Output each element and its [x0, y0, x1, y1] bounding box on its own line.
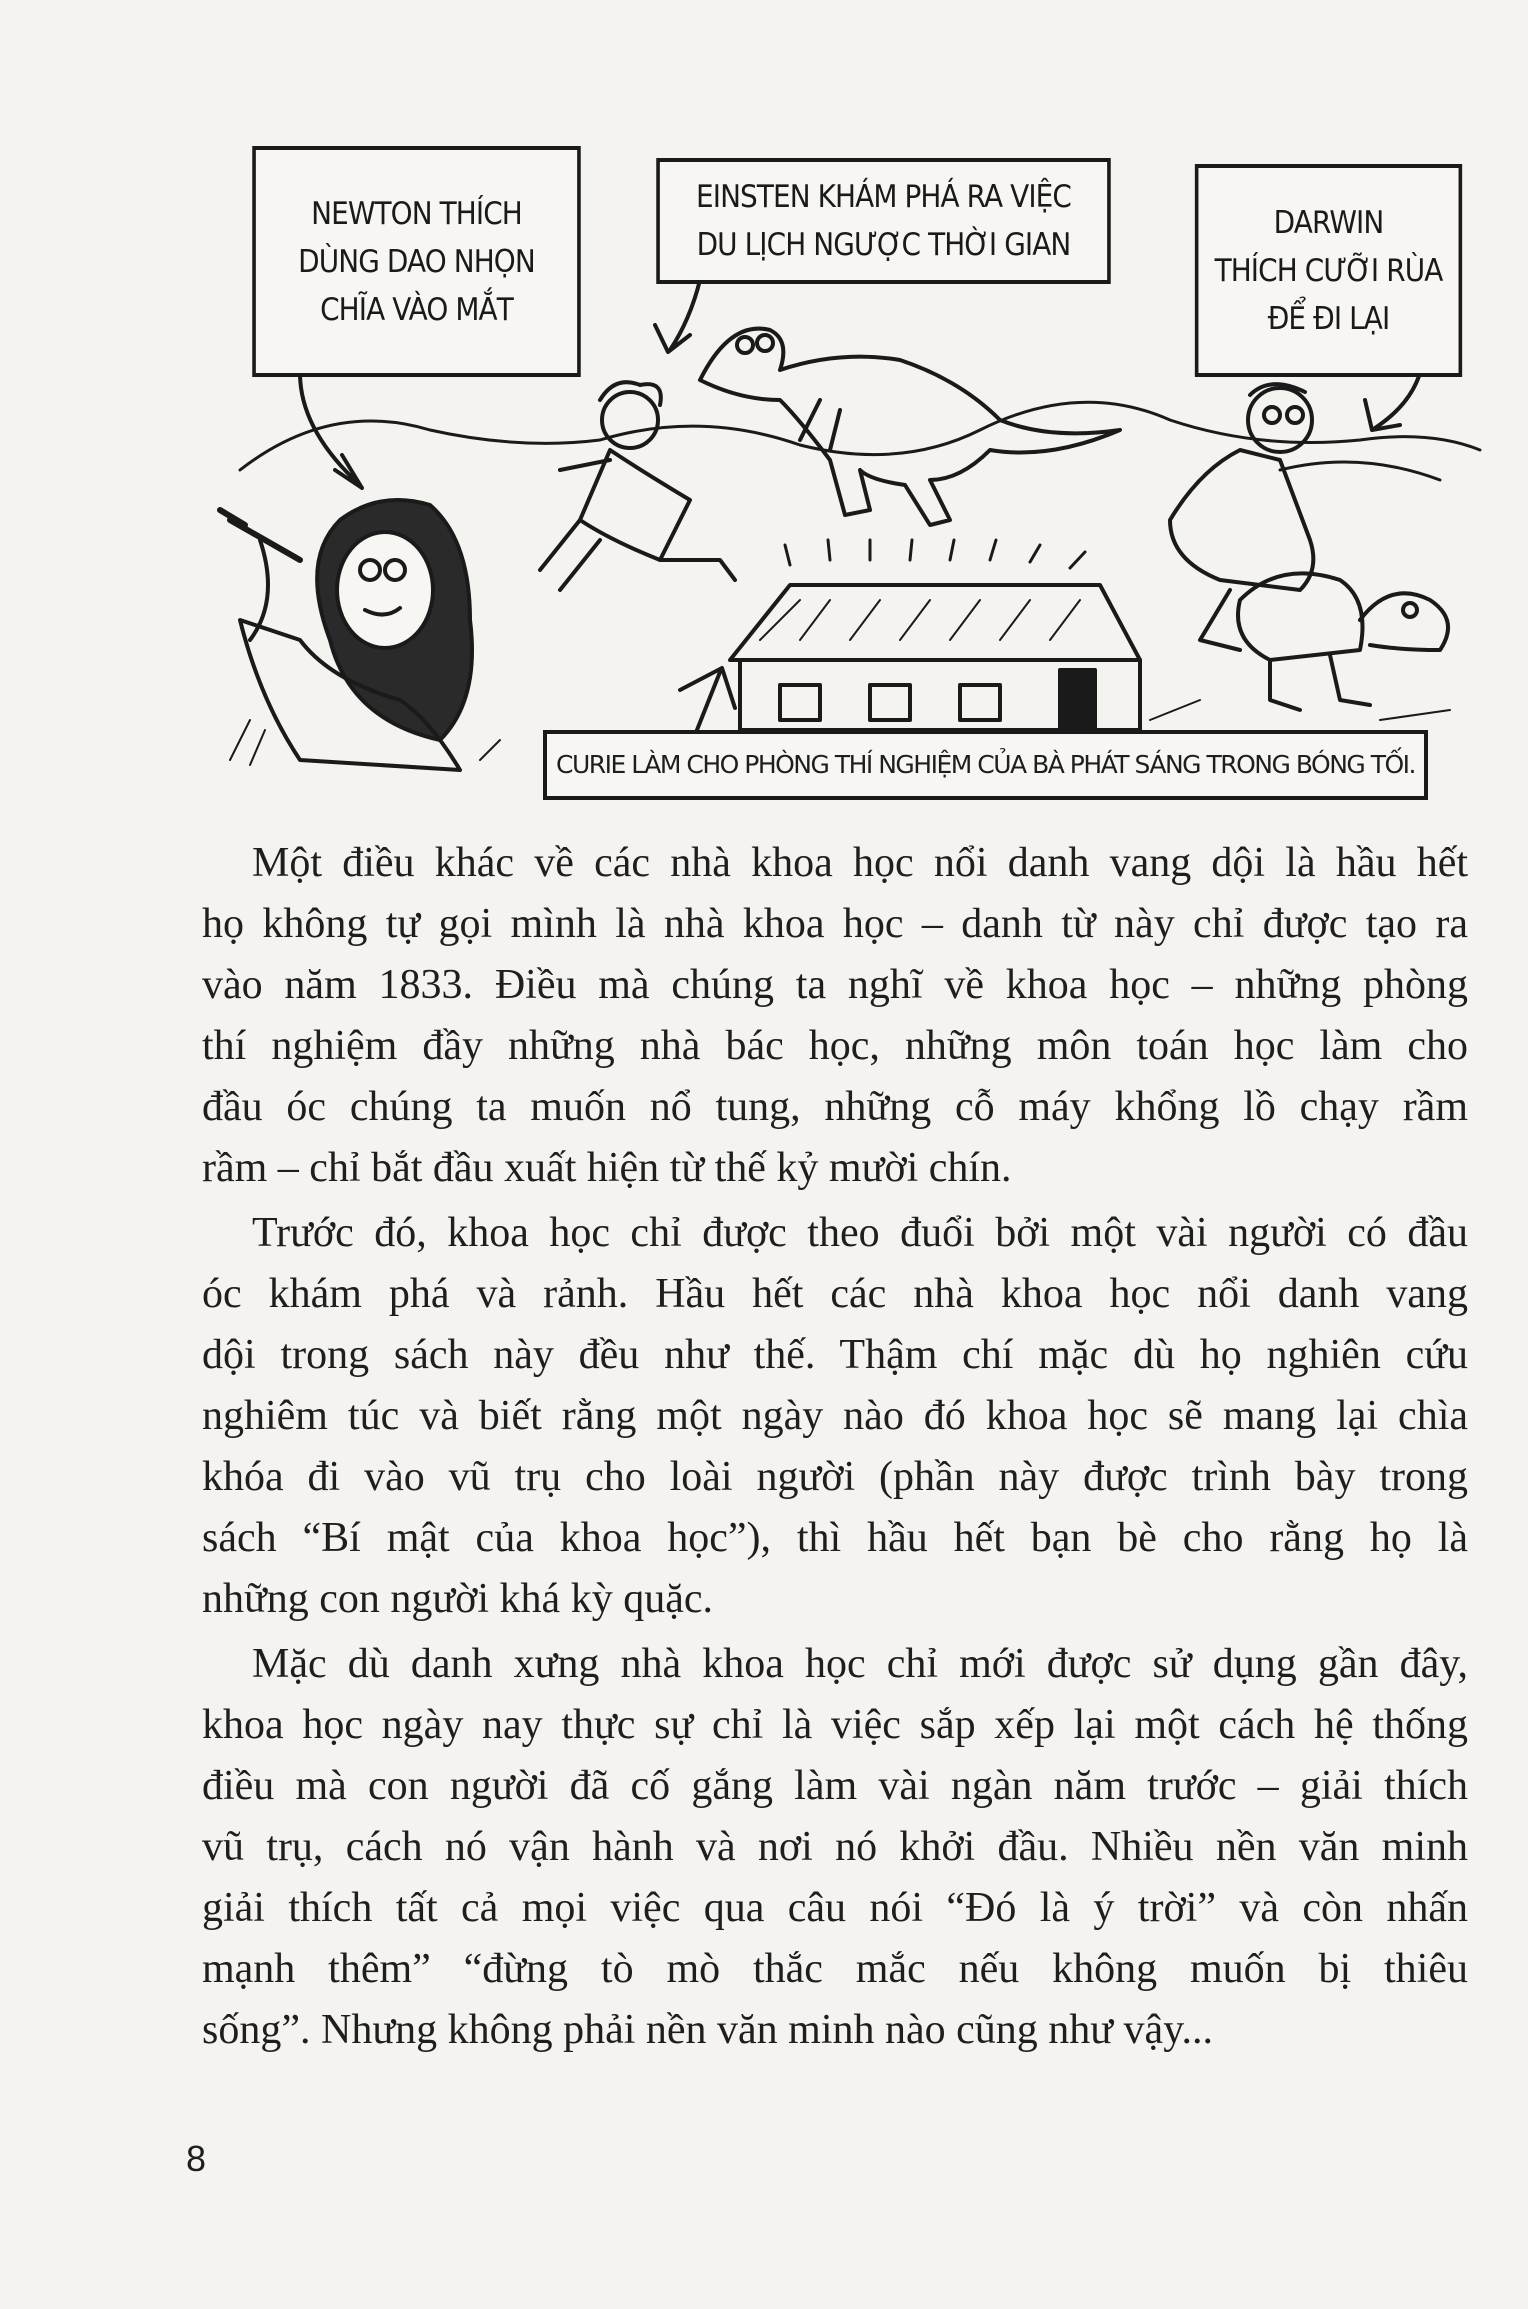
text-line: mạnh thêm” “đừng tò mò thắc mắc nếu không muốn bị thiêu: [202, 1946, 1468, 1992]
bubble-line: NEWTON THÍCH: [311, 195, 522, 232]
cartoon-illustration: [0, 0, 1528, 820]
text-line: rầm – chỉ bắt đầu xuất hiện từ thế kỷ mười chín.: [202, 1145, 1012, 1191]
text-line: giải thích tất cả mọi việc qua câu nói “Đó là ý trời” và còn nhấn: [202, 1885, 1468, 1931]
bubble-line: THÍCH CƯỠI RÙA: [1214, 252, 1443, 289]
curie-laboratory-house: [730, 540, 1140, 730]
bubble-line: CHĨA VÀO MẮT: [320, 291, 513, 328]
text-line: Mặc dù danh xưng nhà khoa học chỉ mới được sử dụng gần đây,: [252, 1641, 1468, 1687]
darwin-figure: [1170, 384, 1313, 650]
bubble-line: EINSTEN KHÁM PHÁ RA VIỆC: [696, 179, 1071, 215]
dinosaur-figure: [700, 329, 1120, 525]
illustration-caption: CURIE LÀM CHO PHÒNG THÍ NGHIỆM CỦA BÀ PHÁT SÁNG TRONG BÓNG TỐI.: [543, 730, 1428, 800]
paragraph-2: [202, 1203, 1468, 1630]
body-text: [202, 833, 1468, 2061]
text-line: Một điều khác về các nhà khoa học nổi danh vang dội là hầu hết: [252, 840, 1468, 886]
pointer-einstein: [655, 280, 700, 352]
bubble-line: ĐỂ ĐI LẠI: [1267, 300, 1390, 337]
text-line: dội trong sách này đều như thế. Thậm chí mặc dù họ nghiên cứu: [202, 1332, 1468, 1378]
bubble-line: DARWIN: [1273, 204, 1384, 241]
bubble-line: DU LỊCH NGƯỢC THỜI GIAN: [696, 227, 1071, 263]
text-line: khóa đi vào vũ trụ cho loài người (phần này được trình bày trong: [202, 1454, 1468, 1500]
text-line: điều mà con người đã cố gắng làm vài ngàn năm trước – giải thích: [202, 1763, 1468, 1809]
text-line: những con người khá kỳ quặc.: [202, 1576, 713, 1622]
text-line: đầu óc chúng ta muốn nổ tung, những cỗ máy khổng lồ chạy rầm: [202, 1084, 1468, 1130]
text-line: óc khám phá và rảnh. Hầu hết các nhà khoa học nổi danh vang: [202, 1271, 1468, 1317]
text-line: vào năm 1833. Điều mà chúng ta nghĩ về khoa học – những phòng: [202, 962, 1468, 1008]
speech-bubble-newton: [252, 146, 581, 377]
text-line: thí nghiệm đầy những nhà bác học, những môn toán học làm cho: [202, 1023, 1468, 1069]
bubble-line: DÙNG DAO NHỌN: [298, 243, 535, 280]
speech-bubble-darwin: [1195, 164, 1462, 377]
hills: [240, 402, 1480, 470]
paragraph-1: [202, 833, 1468, 1199]
text-line: khoa học ngày nay thực sự chỉ là việc sắp xếp lại một cách hệ thống: [202, 1702, 1468, 1748]
page-number: 8: [186, 2138, 207, 2179]
paragraph-3: [202, 1634, 1468, 2061]
text-line: sách “Bí mật của khoa học”), thì hầu hết bạn bè cho rằng họ là: [202, 1515, 1468, 1561]
tortoise-figure: [1238, 573, 1448, 710]
einstein-figure: [540, 382, 735, 590]
text-line: họ không tự gọi mình là nhà khoa học – danh từ này chỉ được tạo ra: [202, 901, 1468, 947]
pointer-curie: [680, 668, 735, 735]
pointer-darwin: [1365, 373, 1420, 430]
text-line: Trước đó, khoa học chỉ được theo đuổi bởi một vài người có đầu: [252, 1210, 1468, 1256]
speech-bubble-einstein: [656, 158, 1111, 284]
newton-figure: [220, 500, 472, 770]
text-line: vũ trụ, cách nó vận hành và nơi nó khởi đầu. Nhiều nền văn minh: [202, 1824, 1468, 1870]
text-line: sống”. Nhưng không phải nền văn minh nào cũng như vậy...: [202, 2007, 1213, 2053]
text-line: nghiêm túc và biết rằng một ngày nào đó khoa học sẽ mang lại chìa: [202, 1393, 1468, 1439]
